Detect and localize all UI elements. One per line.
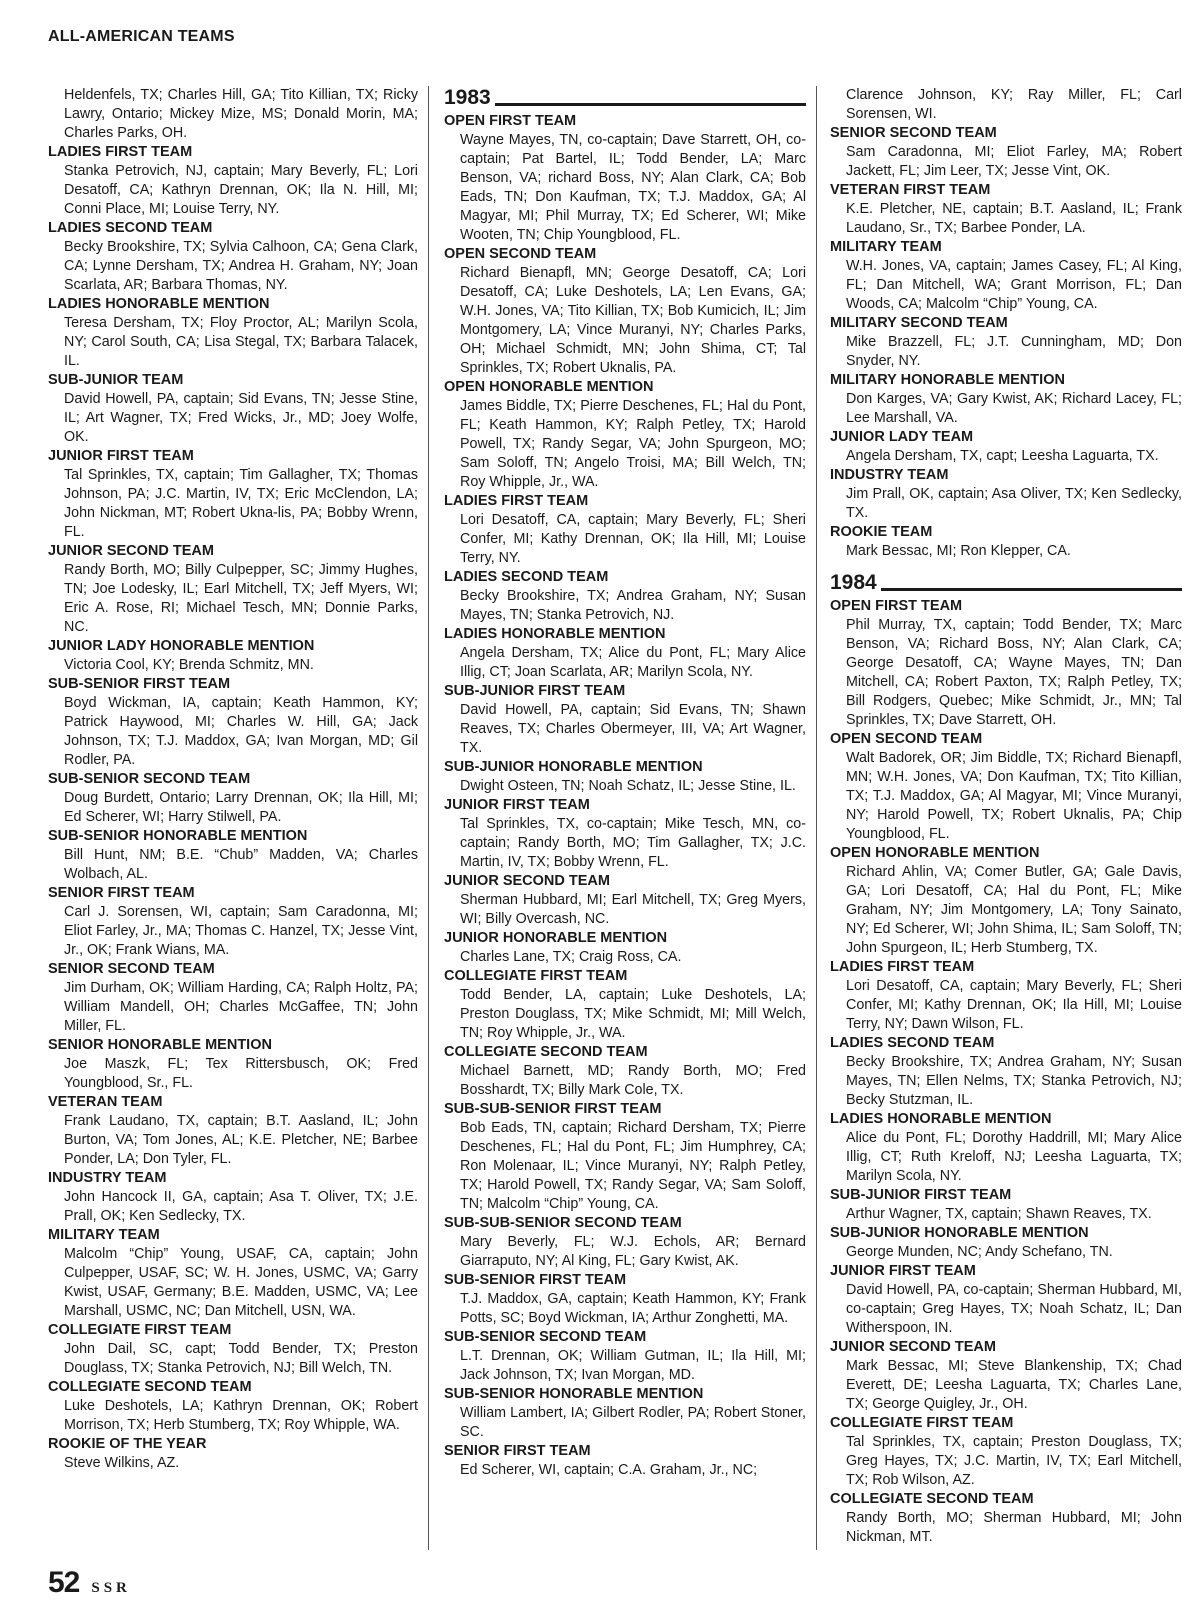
- team-title: SENIOR SECOND TEAM: [830, 125, 997, 141]
- team-section: [48, 219, 418, 295]
- team-title: JUNIOR HONORABLE MENTION: [444, 930, 668, 946]
- team-title: SUB-SENIOR SECOND TEAM: [48, 771, 251, 787]
- team-section: [48, 1169, 418, 1226]
- team-title: OPEN FIRST TEAM: [830, 598, 963, 614]
- team-members: Alice du Pont, FL; Dorothy Haddrill, MI; Mary Alice Illig, CT; Ruth Kreloff, NJ; Leesha Laguarta, TX; Marilyn Scola, NY.: [846, 1130, 1182, 1184]
- team-members: Steve Wilkins, AZ.: [64, 1455, 180, 1471]
- team-section: [48, 637, 418, 675]
- team-section: [48, 1036, 418, 1093]
- team-members: David Howell, PA, captain; Sid Evans, TN; Shawn Reaves, TX; Charles Obermeyer, III, VA; Art Wagner, TX.: [460, 702, 806, 756]
- team-section: [830, 730, 1182, 844]
- team-members: T.J. Maddox, GA, captain; Keath Hammon, KY; Frank Potts, SC; Boyd Wickman, IA; Arthur Zonghetti, MA.: [460, 1291, 806, 1326]
- team-section: [48, 295, 418, 371]
- year-heading: [830, 571, 1182, 595]
- continued-entry: [830, 86, 1182, 124]
- team-title: INDUSTRY TEAM: [830, 467, 949, 483]
- team-title: SUB-SENIOR HONORABLE MENTION: [48, 828, 308, 844]
- team-members: Randy Borth, MO; Sherman Hubbard, MI; John Nickman, MT.: [846, 1510, 1182, 1545]
- team-section: [830, 1034, 1182, 1110]
- team-section: [830, 371, 1182, 428]
- team-section: [830, 428, 1182, 466]
- team-members: David Howell, PA, co-captain; Sherman Hubbard, MI, co-captain; Greg Hayes, TX; Noah Schatz, IL; Dan Witherspoon, IN.: [846, 1282, 1182, 1336]
- team-section: [48, 447, 418, 542]
- team-members: George Munden, NC; Andy Schefano, TN.: [846, 1244, 1113, 1260]
- team-section: [48, 1321, 418, 1378]
- team-section: [444, 625, 806, 682]
- team-section: [48, 884, 418, 960]
- team-members: Michael Barnett, MD; Randy Borth, MO; Fred Bosshardt, TX; Billy Mark Cole, TX.: [460, 1063, 806, 1098]
- team-members: Jim Durham, OK; William Harding, CA; Ralph Holtz, PA; William Mandell, OH; Charles McGaffee, TN; John Miller, FL.: [64, 980, 418, 1034]
- team-section: [830, 1338, 1182, 1414]
- team-members: W.H. Jones, VA, captain; James Casey, FL; Al King, FL; Dan Mitchell, WA; Grant Morrison, FL; Dan Woods, CA; Malcolm “Chip” Young, CA.: [846, 258, 1182, 312]
- team-section: [830, 181, 1182, 238]
- team-members: James Biddle, TX; Pierre Deschenes, FL; Hal du Pont, FL; Keath Hammon, KY; Ralph Petley, TX; Harold Powell, TX; Randy Segar, VA; John Spurgeon, MO; Sam Soloff, TN; Angelo Troisi, MA; Bill Welch, TN; Roy Whipple, Jr., WA.: [460, 398, 806, 490]
- team-section: [48, 1093, 418, 1169]
- team-members: Lori Desatoff, CA, captain; Mary Beverly, FL; Sheri Confer, MI; Kathy Drennan, OK; Ila Hill, MI; Louise Terry, NY.: [460, 512, 806, 566]
- team-section: [444, 1043, 806, 1100]
- year-rule: [881, 588, 1182, 591]
- team-section: [830, 238, 1182, 314]
- team-title: OPEN FIRST TEAM: [444, 113, 577, 129]
- team-section: [830, 523, 1182, 561]
- team-section: [444, 1385, 806, 1442]
- team-section: [830, 1186, 1182, 1224]
- team-members: Heldenfels, TX; Charles Hill, GA; Tito Killian, TX; Ricky Lawry, Ontario; Mickey Mize, MS; Donald Morin, MA; Charles Parks, OH.: [64, 87, 418, 141]
- team-section: [830, 124, 1182, 181]
- team-title: JUNIOR FIRST TEAM: [830, 1263, 976, 1279]
- team-members: Teresa Dersham, TX; Floy Proctor, AL; Marilyn Scola, NY; Carol South, CA; Lisa Stegal, TX; Barbara Talacek, IL.: [64, 315, 418, 369]
- team-title: JUNIOR FIRST TEAM: [48, 448, 194, 464]
- column-3: [830, 86, 1182, 1554]
- team-section: [444, 929, 806, 967]
- team-section: [444, 1100, 806, 1214]
- team-members: Angela Dersham, TX, capt; Leesha Laguarta, TX.: [846, 448, 1159, 464]
- team-title: LADIES HONORABLE MENTION: [444, 626, 666, 642]
- team-section: [444, 796, 806, 872]
- team-title: JUNIOR FIRST TEAM: [444, 797, 590, 813]
- team-section: [830, 844, 1182, 958]
- team-members: Luke Deshotels, LA; Kathryn Drennan, OK; Robert Morrison, TX; Herb Stumberg, TX; Roy Whipple, WA.: [64, 1398, 418, 1433]
- team-members: Arthur Wagner, TX, captain; Shawn Reaves, TX.: [846, 1206, 1152, 1222]
- team-section: [830, 314, 1182, 371]
- team-members: Tal Sprinkles, TX, co-captain; Mike Tesch, MN, co-captain; Randy Borth, MO; Tim Gallagher, TX; J.C. Martin, IV, TX; Bobby Wrenn, FL.: [460, 816, 806, 870]
- team-members: Don Karges, VA; Gary Kwist, AK; Richard Lacey, FL; Lee Marshall, VA.: [846, 391, 1182, 426]
- team-members: Mark Bessac, MI; Steve Blankenship, TX; Chad Everett, DE; Leesha Laguarta, TX; Charles Lane, TX; George Quigley, Jr., OH.: [846, 1358, 1182, 1412]
- team-title: SENIOR FIRST TEAM: [48, 885, 195, 901]
- team-members: Randy Borth, MO; Billy Culpepper, SC; Jimmy Hughes, TN; Joe Lodesky, IL; Earl Mitchell, TX; Jeff Myers, WI; Eric A. Rose, RI; Michael Tesch, MN; Donnie Parks, NC.: [64, 562, 418, 635]
- team-section: [444, 568, 806, 625]
- team-section: [444, 378, 806, 492]
- team-title: COLLEGIATE FIRST TEAM: [830, 1415, 1014, 1431]
- team-members: L.T. Drennan, OK; William Gutman, IL; Ila Hill, MI; Jack Johnson, TX; Ivan Morgan, MD.: [460, 1348, 806, 1383]
- team-members: Phil Murray, TX, captain; Todd Bender, TX; Marc Benson, VA; Richard Boss, NY; Alan Clark, CA; George Desatoff, CA; Wayne Mayes, TN; Dan Mitchell, CA; Robert Paxton, TX; Ralph Petley, TX; Bill Rodgers, Quebec; Mike Schmidt, Jr., MN; Tal Sprinkles, TX; Dave Starrett, OH.: [846, 617, 1182, 728]
- publication-mark: SSR: [91, 1580, 131, 1596]
- team-section: [48, 960, 418, 1036]
- team-section: [48, 675, 418, 770]
- team-section: [444, 682, 806, 758]
- team-members: Todd Bender, LA, captain; Luke Deshotels, LA; Preston Douglass, TX; Mike Schmidt, MI; Mill Welch, TN; Roy Whipple, Jr., WA.: [460, 987, 806, 1041]
- team-section: [830, 958, 1182, 1034]
- team-members: Becky Brookshire, TX; Sylvia Calhoon, CA; Gena Clark, CA; Lynne Dersham, TX; Andrea H. Graham, NY; Joan Scarlata, AR; Barbara Thomas, NY.: [64, 239, 418, 293]
- team-title: SUB-SUB-SENIOR SECOND TEAM: [444, 1215, 682, 1231]
- team-title: ROOKIE TEAM: [830, 524, 933, 540]
- team-title: SUB-JUNIOR FIRST TEAM: [830, 1187, 1012, 1203]
- page-number: 52: [48, 1566, 80, 1599]
- team-title: VETERAN TEAM: [48, 1094, 163, 1110]
- team-section: [830, 1224, 1182, 1262]
- team-members: Joe Maszk, FL; Tex Rittersbusch, OK; Fred Youngblood, Sr., FL.: [64, 1056, 418, 1091]
- team-section: [444, 1214, 806, 1271]
- team-title: MILITARY HONORABLE MENTION: [830, 372, 1065, 388]
- team-members: Tal Sprinkles, TX, captain; Preston Douglass, TX; Greg Hayes, TX; J.C. Martin, IV, TX; Earl Mitchell, TX; Rob Wilson, AZ.: [846, 1434, 1182, 1488]
- team-title: OPEN HONORABLE MENTION: [830, 845, 1040, 861]
- team-section: [444, 1442, 806, 1480]
- team-title: SUB-SENIOR FIRST TEAM: [48, 676, 231, 692]
- team-members: Victoria Cool, KY; Brenda Schmitz, MN.: [64, 657, 314, 673]
- column-divider: [428, 86, 429, 1550]
- team-members: William Lambert, IA; Gilbert Rodler, PA; Robert Stoner, SC.: [460, 1405, 806, 1440]
- team-section: [830, 1414, 1182, 1490]
- team-members: Bob Eads, TN, captain; Richard Dersham, TX; Pierre Deschenes, FL; Hal du Pont, FL; Jim Humphrey, CA; Ron Molenaar, IL; Vince Muranyi, NY; Ralph Petley, TX; Harold Powell, TX; Randy Segar, VA; Sam Soloff, TN; Malcolm “Chip” Young, CA.: [460, 1120, 806, 1212]
- team-section: [830, 597, 1182, 730]
- team-title: COLLEGIATE SECOND TEAM: [830, 1491, 1034, 1507]
- team-section: [444, 112, 806, 245]
- team-members: Lori Desatoff, CA, captain; Mary Beverly, FL; Sheri Confer, MI; Kathy Drennan, OK; Ila Hill, MI; Louise Terry, NY; Dawn Wilson, FL.: [846, 978, 1182, 1032]
- team-title: SENIOR SECOND TEAM: [48, 961, 215, 977]
- team-section: [830, 1110, 1182, 1186]
- team-title: ROOKIE OF THE YEAR: [48, 1436, 207, 1452]
- team-section: [830, 1262, 1182, 1338]
- team-title: MILITARY TEAM: [48, 1227, 160, 1243]
- team-title: VETERAN FIRST TEAM: [830, 182, 991, 198]
- page-footer: [48, 1566, 131, 1600]
- team-title: LADIES FIRST TEAM: [48, 144, 193, 160]
- team-members: Jim Prall, OK, captain; Asa Oliver, TX; Ken Sedlecky, TX.: [846, 486, 1182, 521]
- team-title: SUB-JUNIOR HONORABLE MENTION: [444, 759, 703, 775]
- team-title: SENIOR HONORABLE MENTION: [48, 1037, 272, 1053]
- team-members: David Howell, PA, captain; Sid Evans, TN; Jesse Stine, IL; Art Wagner, TX; Fred Wicks, Jr., MD; Joey Wolfe, OK.: [64, 391, 418, 445]
- team-title: COLLEGIATE SECOND TEAM: [48, 1379, 252, 1395]
- team-title: INDUSTRY TEAM: [48, 1170, 167, 1186]
- team-members: Tal Sprinkles, TX, captain; Tim Gallagher, TX; Thomas Johnson, PA; J.C. Martin, IV, TX; Eric McClendon, LA; John Nickman, MT; Robert Ukna-lis, PA; Bobby Wrenn, FL.: [64, 467, 418, 540]
- team-title: SUB-SENIOR HONORABLE MENTION: [444, 1386, 704, 1402]
- team-title: SUB-SENIOR SECOND TEAM: [444, 1329, 647, 1345]
- team-section: [830, 466, 1182, 523]
- team-title: COLLEGIATE SECOND TEAM: [444, 1044, 648, 1060]
- team-section: [444, 1271, 806, 1328]
- team-members: Richard Ahlin, VA; Comer Butler, GA; Gale Davis, GA; Lori Desatoff, CA; Hal du Pont, FL; Mike Graham, NY; Jim Montgomery, LA; Tony Sainato, NY; Ed Scherer, WI; John Shima, IL; Sam Soloff, TN; John Spurgeon, IL; Herb Stumberg, TX.: [846, 864, 1182, 956]
- team-title: LADIES SECOND TEAM: [444, 569, 609, 585]
- team-section: [830, 1490, 1182, 1547]
- team-section: [48, 1435, 418, 1473]
- team-section: [444, 967, 806, 1043]
- team-section: [444, 758, 806, 796]
- team-section: [48, 143, 418, 219]
- team-title: SUB-SENIOR FIRST TEAM: [444, 1272, 627, 1288]
- team-members: Frank Laudano, TX, captain; B.T. Aasland, IL; John Burton, VA; Tom Jones, AL; K.E. Pletcher, NE; Barbee Ponder, LA; Don Tyler, FL.: [64, 1113, 418, 1167]
- year-label: 1984: [830, 571, 877, 594]
- team-members: Clarence Johnson, KY; Ray Miller, FL; Carl Sorensen, WI.: [846, 87, 1182, 122]
- team-members: Charles Lane, TX; Craig Ross, CA.: [460, 949, 682, 965]
- team-title: LADIES HONORABLE MENTION: [48, 296, 270, 312]
- team-members: Boyd Wickman, IA, captain; Keath Hammon, KY; Patrick Haywood, MI; Charles W. Hill, GA; Jack Johnson, TX; T.J. Maddox, GA; Ivan Morgan, MD; Gil Rodler, PA.: [64, 695, 418, 768]
- team-title: JUNIOR LADY TEAM: [830, 429, 974, 445]
- team-section: [444, 1328, 806, 1385]
- team-title: SUB-JUNIOR HONORABLE MENTION: [830, 1225, 1089, 1241]
- team-members: Sherman Hubbard, MI; Earl Mitchell, TX; Greg Myers, WI; Billy Overcash, NC.: [460, 892, 806, 927]
- team-section: [48, 770, 418, 827]
- team-title: JUNIOR SECOND TEAM: [830, 1339, 996, 1355]
- year-rule: [495, 103, 806, 106]
- team-title: LADIES HONORABLE MENTION: [830, 1111, 1052, 1127]
- team-title: OPEN SECOND TEAM: [830, 731, 983, 747]
- team-title: MILITARY SECOND TEAM: [830, 315, 1008, 331]
- team-title: COLLEGIATE FIRST TEAM: [444, 968, 628, 984]
- team-members: Mike Brazzell, FL; J.T. Cunningham, MD; Don Snyder, NY.: [846, 334, 1182, 369]
- team-members: Stanka Petrovich, NJ, captain; Mary Beverly, FL; Lori Desatoff, CA; Kathryn Drennan, OK; Ila N. Hill, MI; Conni Place, MI; Louise Terry, NY.: [64, 163, 418, 217]
- team-title: JUNIOR SECOND TEAM: [444, 873, 610, 889]
- team-section: [444, 872, 806, 929]
- team-members: Sam Caradonna, MI; Eliot Farley, MA; Robert Jackett, FL; Jim Leer, TX; Jesse Vint, OK.: [846, 144, 1182, 179]
- team-members: John Dail, SC, capt; Todd Bender, TX; Preston Douglass, TX; Stanka Petrovich, NJ; Bill Welch, TN.: [64, 1341, 418, 1376]
- team-section: [48, 827, 418, 884]
- team-members: Richard Bienapfl, MN; George Desatoff, CA; Lori Desatoff, CA; Luke Deshotels, LA; Len Evans, GA; W.H. Jones, VA; Tito Killian, TX; Bob Kumicich, IL; Jim Montgomery, LA; Vince Muranyi, NY; Charles Parks, OH; Michael Schmidt, MN; John Shima, CT; Tal Sprinkles, TX; Robert Uknalis, PA.: [460, 265, 806, 376]
- team-members: Wayne Mayes, TN, co-captain; Dave Starrett, OH, co-captain; Pat Bartel, IL; Todd Bender, LA; Marc Benson, VA; richard Boss, NY; Alan Clark, CA; Bob Eads, TN; Don Kaufman, TX; T.J. Maddox, GA; Al Magyar, MI; Phil Murray, TX; Ed Scherer, WI; Mike Wooten, TN; Chip Youngblood, FL.: [460, 132, 806, 243]
- team-members: Becky Brookshire, TX; Andrea Graham, NY; Susan Mayes, TN; Stanka Petrovich, NJ.: [460, 588, 806, 623]
- team-section: [444, 245, 806, 378]
- continued-entry: [48, 86, 418, 143]
- team-title: LADIES FIRST TEAM: [444, 493, 589, 509]
- team-title: MILITARY TEAM: [830, 239, 942, 255]
- year-label: 1983: [444, 86, 491, 109]
- column-1: [48, 86, 418, 1554]
- team-title: SENIOR FIRST TEAM: [444, 1443, 591, 1459]
- team-section: [48, 371, 418, 447]
- team-members: Becky Brookshire, TX; Andrea Graham, NY; Susan Mayes, TN; Ellen Nelms, TX; Stanka Petrovich, NJ; Becky Stutzman, IL.: [846, 1054, 1182, 1108]
- team-title: JUNIOR LADY HONORABLE MENTION: [48, 638, 315, 654]
- team-section: [48, 542, 418, 637]
- year-heading: [444, 86, 806, 110]
- column-divider: [816, 86, 817, 1550]
- team-members: Doug Burdett, Ontario; Larry Drennan, OK; Ila Hill, MI; Ed Scherer, WI; Harry Stilwell, PA.: [64, 790, 418, 825]
- team-members: K.E. Pletcher, NE, captain; B.T. Aasland, IL; Frank Laudano, Sr., TX; Barbee Ponder, LA.: [846, 201, 1182, 236]
- team-members: John Hancock II, GA, captain; Asa T. Oliver, TX; J.E. Prall, OK; Ken Sedlecky, TX.: [64, 1189, 418, 1224]
- team-title: JUNIOR SECOND TEAM: [48, 543, 214, 559]
- team-section: [48, 1378, 418, 1435]
- team-section: [444, 492, 806, 568]
- team-members: Angela Dersham, TX; Alice du Pont, FL; Mary Alice Illig, CT; Joan Scarlata, AR; Marilyn Scola, NY.: [460, 645, 806, 680]
- page-header: ALL-AMERICAN TEAMS: [48, 28, 235, 45]
- team-title: LADIES SECOND TEAM: [830, 1035, 995, 1051]
- team-members: Bill Hunt, NM; B.E. “Chub” Madden, VA; Charles Wolbach, AL.: [64, 847, 418, 882]
- team-title: SUB-JUNIOR TEAM: [48, 372, 184, 388]
- team-members: Carl J. Sorensen, WI, captain; Sam Caradonna, MI; Eliot Farley, Jr., MA; Thomas C. Hanzel, TX; Jesse Vint, Jr., OK; Frank Wians, MA.: [64, 904, 418, 958]
- team-members: Ed Scherer, WI, captain; C.A. Graham, Jr., NC;: [460, 1462, 758, 1478]
- team-members: Mark Bessac, MI; Ron Klepper, CA.: [846, 543, 1071, 559]
- team-title: SUB-SUB-SENIOR FIRST TEAM: [444, 1101, 662, 1117]
- team-title: SUB-JUNIOR FIRST TEAM: [444, 683, 626, 699]
- team-members: Mary Beverly, FL; W.J. Echols, AR; Bernard Giarraputo, NY; Al King, FL; Gary Kwist, AK.: [460, 1234, 806, 1269]
- team-title: LADIES SECOND TEAM: [48, 220, 213, 236]
- team-members: Walt Badorek, OR; Jim Biddle, TX; Richard Bienapfl, MN; W.H. Jones, VA; Don Kaufman, TX; Tito Killian, TX; T.J. Maddox, GA; Al Magyar, MI; Vince Muranyi, NY; Harold Powell, TX; Robert Uknalis, PA; Chip Youngblood, FL.: [846, 750, 1182, 842]
- team-title: LADIES FIRST TEAM: [830, 959, 975, 975]
- team-title: OPEN HONORABLE MENTION: [444, 379, 654, 395]
- team-title: OPEN SECOND TEAM: [444, 246, 597, 262]
- team-section: [48, 1226, 418, 1321]
- team-title: COLLEGIATE FIRST TEAM: [48, 1322, 232, 1338]
- team-members: Dwight Osteen, TN; Noah Schatz, IL; Jesse Stine, IL.: [460, 778, 796, 794]
- team-members: Malcolm “Chip” Young, USAF, CA, captain; John Culpepper, USAF, SC; W. H. Jones, USMC, VA; Garry Kwist, USAF, Germany; B.E. Madden, USMC, VA; Lee Marshall, USMC, NC; Dan Mitchell, USN, WA.: [64, 1246, 418, 1319]
- column-2: [444, 86, 806, 1554]
